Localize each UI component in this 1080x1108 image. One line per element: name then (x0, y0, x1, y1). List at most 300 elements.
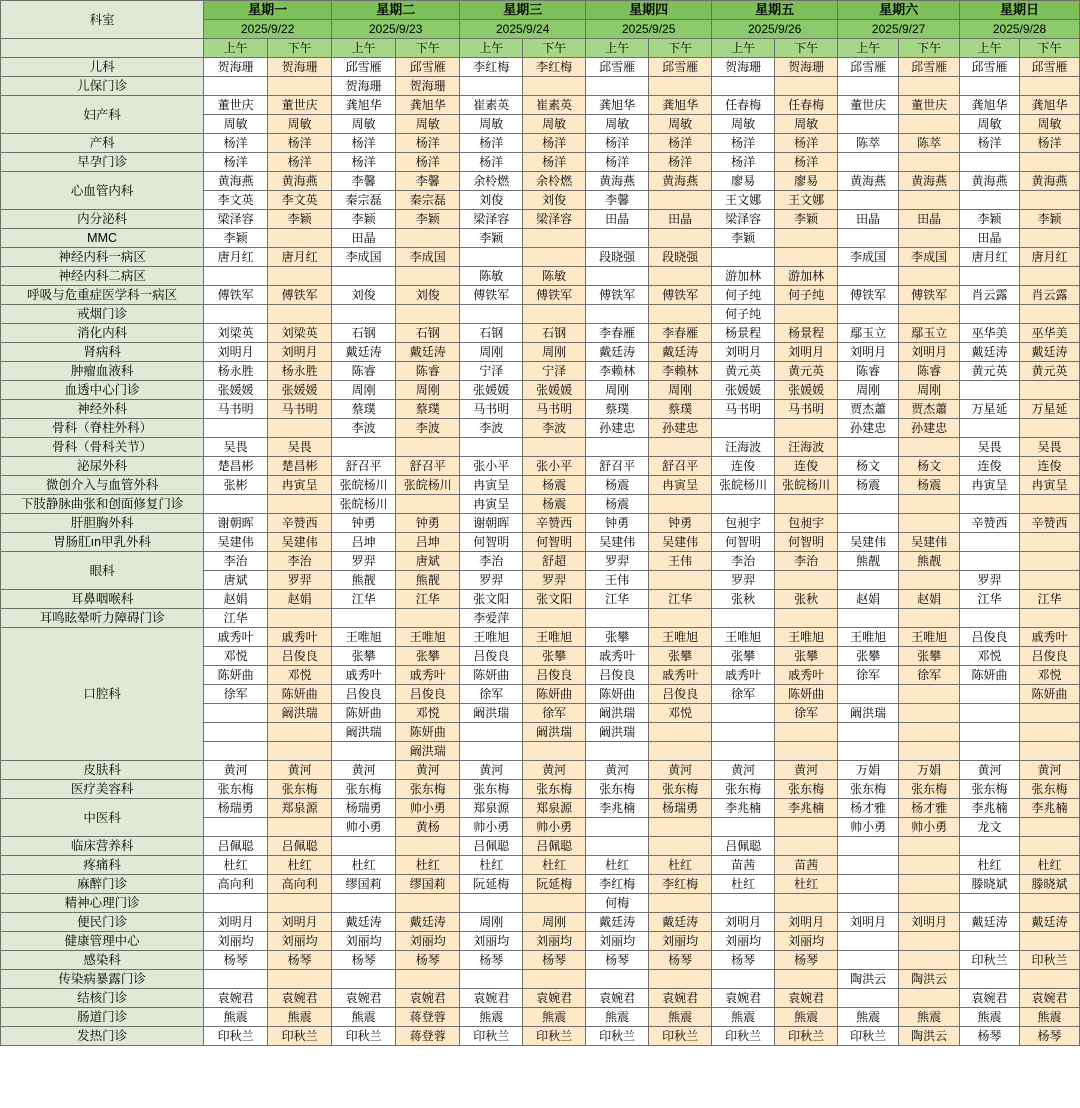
slot-am (586, 609, 649, 628)
slot-pm (268, 818, 332, 837)
slot-am (204, 818, 268, 837)
slot-am: 邱雪雁 (960, 58, 1020, 77)
slot-am: 帅小勇 (460, 818, 523, 837)
dept-cell: 微创介入与血管外科 (1, 476, 204, 495)
slot-pm: 冉寅呈 (268, 476, 332, 495)
slot-pm: 万娟 (899, 761, 960, 780)
slot-pm: 刘明月 (899, 343, 960, 362)
slot-pm (649, 609, 712, 628)
slot-am: 田晶 (838, 210, 899, 229)
slot-pm: 杨洋 (775, 134, 838, 153)
slot-pm: 贾杰蕭 (899, 400, 960, 419)
slot-am: 刘俊 (332, 286, 396, 305)
slot-pm: 楚昌彬 (268, 457, 332, 476)
slot-am: 张皖杨川 (712, 476, 775, 495)
table-row (1, 96, 1080, 115)
slot-pm: 吴畏 (268, 438, 332, 457)
slot-pm (649, 571, 712, 590)
slot-am: 袁婉君 (204, 989, 268, 1008)
header-am-1: 上午 (332, 39, 396, 58)
slot-am (838, 191, 899, 210)
slot-am: 苗茜 (712, 856, 775, 875)
slot-am: 李兆楠 (712, 799, 775, 818)
slot-am: 李爱萍 (460, 609, 523, 628)
slot-pm: 杨琴 (649, 951, 712, 970)
slot-am: 石钢 (332, 324, 396, 343)
slot-am: 黄海燕 (204, 172, 268, 191)
slot-am (838, 267, 899, 286)
slot-pm: 石钢 (523, 324, 586, 343)
slot-am: 杨洋 (460, 153, 523, 172)
slot-am: 陈萃 (838, 134, 899, 153)
slot-am (838, 723, 899, 742)
slot-pm: 罗羿 (523, 571, 586, 590)
header-am-2: 上午 (460, 39, 523, 58)
slot-am: 龚旭华 (586, 96, 649, 115)
dept-cell: 健康管理中心 (1, 932, 204, 951)
slot-pm: 熊震 (775, 1008, 838, 1027)
slot-am (204, 495, 268, 514)
slot-am: 戴廷涛 (960, 913, 1020, 932)
slot-am: 徐军 (460, 685, 523, 704)
slot-am (960, 723, 1020, 742)
slot-am: 唐斌 (204, 571, 268, 590)
dept-cell: 医疗美容科 (1, 780, 204, 799)
slot-am: 舒召平 (332, 457, 396, 476)
slot-am: 孙建忠 (838, 419, 899, 438)
slot-am: 梁泽容 (460, 210, 523, 229)
slot-pm: 邱雪雁 (1020, 58, 1080, 77)
slot-pm: 李兆楠 (1020, 799, 1080, 818)
dept-cell: 肾病科 (1, 343, 204, 362)
slot-am: 田晶 (960, 229, 1020, 248)
table-row (1, 875, 1080, 894)
slot-pm: 杨文 (899, 457, 960, 476)
slot-am (960, 153, 1020, 172)
dept-cell: 神经内科一病区 (1, 248, 204, 267)
slot-am: 李成国 (838, 248, 899, 267)
slot-pm (649, 818, 712, 837)
slot-pm: 杜红 (649, 856, 712, 875)
slot-pm: 黄杨 (396, 818, 460, 837)
slot-am: 袁婉君 (960, 989, 1020, 1008)
slot-pm: 杨琴 (268, 951, 332, 970)
slot-pm: 张东梅 (899, 780, 960, 799)
slot-am: 戴廷涛 (332, 343, 396, 362)
slot-pm (899, 305, 960, 324)
slot-am: 钟勇 (586, 514, 649, 533)
slot-am: 印秋兰 (838, 1027, 899, 1046)
slot-am: 周刚 (332, 381, 396, 400)
slot-pm (396, 267, 460, 286)
slot-pm (268, 970, 332, 989)
slot-pm: 万星延 (1020, 400, 1080, 419)
table-row (1, 989, 1080, 1008)
slot-pm: 崔素英 (523, 96, 586, 115)
slot-am: 黄河 (586, 761, 649, 780)
slot-pm: 李馨 (396, 172, 460, 191)
slot-pm: 吕俊良 (649, 685, 712, 704)
slot-am: 罗羿 (712, 571, 775, 590)
slot-pm: 贺海珊 (396, 77, 460, 96)
slot-am: 江华 (332, 590, 396, 609)
slot-am: 徐军 (838, 666, 899, 685)
slot-pm: 李波 (523, 419, 586, 438)
slot-pm: 杨震 (523, 476, 586, 495)
slot-am: 刘明月 (712, 913, 775, 932)
slot-am: 杜红 (460, 856, 523, 875)
slot-pm: 杜红 (523, 856, 586, 875)
slot-am: 周刚 (586, 381, 649, 400)
slot-pm (899, 495, 960, 514)
slot-am: 杜红 (332, 856, 396, 875)
slot-am (332, 970, 396, 989)
slot-pm (649, 305, 712, 324)
slot-pm: 杨洋 (1020, 134, 1080, 153)
slot-pm (523, 229, 586, 248)
slot-am: 刘明月 (204, 913, 268, 932)
slot-am: 刘丽均 (332, 932, 396, 951)
slot-pm: 吕俊良 (1020, 647, 1080, 666)
slot-am: 熊震 (586, 1008, 649, 1027)
slot-am: 熊震 (332, 1008, 396, 1027)
slot-am: 李颖 (712, 229, 775, 248)
slot-pm (523, 305, 586, 324)
slot-am: 杨文 (838, 457, 899, 476)
dept-cell: 骨科（脊柱外科） (1, 419, 204, 438)
slot-am (460, 894, 523, 913)
dept-cell: 临床营养科 (1, 837, 204, 856)
slot-am: 王唯旭 (838, 628, 899, 647)
slot-am: 陈妍曲 (332, 704, 396, 723)
dept-cell: 麻醉门诊 (1, 875, 204, 894)
slot-am: 陈妍曲 (460, 666, 523, 685)
slot-pm: 刘俊 (396, 286, 460, 305)
slot-am: 罗羿 (586, 552, 649, 571)
slot-am: 帅小勇 (838, 818, 899, 837)
table-row (1, 799, 1080, 818)
slot-am (204, 267, 268, 286)
slot-pm: 黄河 (268, 761, 332, 780)
slot-pm (268, 742, 332, 761)
slot-am: 傅铁军 (838, 286, 899, 305)
slot-am: 李治 (204, 552, 268, 571)
slot-am: 戚秀叶 (712, 666, 775, 685)
slot-pm: 李成国 (396, 248, 460, 267)
slot-am: 袁婉君 (332, 989, 396, 1008)
header-dept-label: 科室 (1, 1, 204, 39)
slot-pm (899, 571, 960, 590)
slot-am: 王唯旭 (460, 628, 523, 647)
slot-pm: 辛赞西 (1020, 514, 1080, 533)
slot-pm (649, 229, 712, 248)
slot-pm: 龚旭华 (649, 96, 712, 115)
slot-pm: 熊震 (899, 1008, 960, 1027)
slot-am (460, 305, 523, 324)
header-row-day (1, 1, 1080, 20)
slot-am (204, 742, 268, 761)
dept-cell: 胃肠肛ın甲乳外科 (1, 533, 204, 552)
header-am-5: 上午 (838, 39, 899, 58)
slot-pm: 刘丽均 (649, 932, 712, 951)
slot-pm: 傅铁军 (523, 286, 586, 305)
slot-pm (268, 77, 332, 96)
slot-am: 张东梅 (586, 780, 649, 799)
slot-pm: 邓悦 (1020, 666, 1080, 685)
slot-am: 张文阳 (460, 590, 523, 609)
slot-am: 游加林 (712, 267, 775, 286)
slot-pm: 石钢 (396, 324, 460, 343)
slot-pm (899, 191, 960, 210)
slot-pm: 陈睿 (396, 362, 460, 381)
slot-pm (899, 837, 960, 856)
slot-pm: 黄河 (1020, 761, 1080, 780)
slot-pm: 张东梅 (523, 780, 586, 799)
slot-pm: 刘俊 (523, 191, 586, 210)
slot-am: 印秋兰 (460, 1027, 523, 1046)
slot-am: 熊震 (838, 1008, 899, 1027)
slot-am: 余柃燃 (460, 172, 523, 191)
slot-am: 李颖 (960, 210, 1020, 229)
slot-am: 帅小勇 (332, 818, 396, 837)
slot-am: 张小平 (460, 457, 523, 476)
slot-am: 贺海珊 (712, 58, 775, 77)
slot-pm: 杨洋 (523, 134, 586, 153)
slot-pm: 郑泉源 (523, 799, 586, 818)
slot-am (960, 191, 1020, 210)
slot-am (838, 837, 899, 856)
slot-am: 阚洪瑞 (460, 704, 523, 723)
table-row (1, 1027, 1080, 1046)
slot-pm (1020, 533, 1080, 552)
slot-am: 何子纯 (712, 305, 775, 324)
header-pm-3: 下午 (649, 39, 712, 58)
slot-pm: 周敏 (649, 115, 712, 134)
slot-pm: 杜红 (396, 856, 460, 875)
slot-am: 李治 (712, 552, 775, 571)
slot-pm: 傅铁军 (268, 286, 332, 305)
slot-am (460, 438, 523, 457)
slot-pm: 孙建忠 (899, 419, 960, 438)
slot-pm: 杨洋 (523, 153, 586, 172)
slot-pm: 杨才雅 (899, 799, 960, 818)
slot-pm (1020, 229, 1080, 248)
slot-pm (523, 894, 586, 913)
slot-am: 吴建伟 (586, 533, 649, 552)
header-day-3: 星期四 (586, 1, 712, 20)
slot-am: 周敏 (586, 115, 649, 134)
slot-pm (268, 267, 332, 286)
slot-pm (1020, 742, 1080, 761)
slot-pm: 帅小勇 (523, 818, 586, 837)
slot-pm: 黄河 (523, 761, 586, 780)
slot-am: 刘明月 (204, 343, 268, 362)
slot-pm: 杨琴 (523, 951, 586, 970)
slot-pm (1020, 191, 1080, 210)
dept-cell: 产科 (1, 134, 204, 153)
slot-am: 李颖 (332, 210, 396, 229)
slot-am: 贾杰蕭 (838, 400, 899, 419)
slot-am: 黄海燕 (586, 172, 649, 191)
slot-pm: 杨洋 (649, 153, 712, 172)
slot-am (960, 267, 1020, 286)
slot-am: 刘丽均 (204, 932, 268, 951)
header-am-6: 上午 (960, 39, 1020, 58)
slot-am: 万娟 (838, 761, 899, 780)
slot-am: 李馨 (586, 191, 649, 210)
slot-am (712, 970, 775, 989)
slot-am (712, 723, 775, 742)
slot-pm (523, 609, 586, 628)
dept-cell: 肿瘤血液科 (1, 362, 204, 381)
slot-pm: 袁婉君 (396, 989, 460, 1008)
slot-pm: 李颖 (1020, 210, 1080, 229)
slot-pm: 黄海燕 (1020, 172, 1080, 191)
slot-am: 吕俊良 (460, 647, 523, 666)
slot-pm: 张东梅 (1020, 780, 1080, 799)
header-date-4: 2025/9/26 (712, 20, 838, 39)
slot-am: 黄元英 (712, 362, 775, 381)
slot-am: 熊震 (712, 1008, 775, 1027)
slot-am: 杨洋 (332, 153, 396, 172)
dept-cell: 妇产科 (1, 96, 204, 134)
slot-pm (649, 723, 712, 742)
slot-am: 陈妍曲 (204, 666, 268, 685)
slot-am: 戴廷涛 (586, 913, 649, 932)
slot-pm: 王唯旭 (396, 628, 460, 647)
slot-am: 包昶宇 (712, 514, 775, 533)
dept-cell: 结核门诊 (1, 989, 204, 1008)
slot-am: 杨琴 (332, 951, 396, 970)
slot-am (332, 742, 396, 761)
slot-pm: 张秋 (775, 590, 838, 609)
slot-am (838, 153, 899, 172)
slot-pm: 江华 (396, 590, 460, 609)
slot-am: 肖云露 (960, 286, 1020, 305)
slot-pm (523, 438, 586, 457)
slot-am (460, 248, 523, 267)
dept-cell: 眼科 (1, 552, 204, 590)
table-row (1, 476, 1080, 495)
slot-am: 杨瑞勇 (332, 799, 396, 818)
slot-am: 连俊 (712, 457, 775, 476)
slot-pm: 秦宗磊 (396, 191, 460, 210)
slot-pm (396, 609, 460, 628)
slot-am: 龚旭华 (332, 96, 396, 115)
slot-am: 张皖杨川 (332, 495, 396, 514)
slot-am: 滕晓斌 (960, 875, 1020, 894)
slot-pm: 王唯旭 (523, 628, 586, 647)
slot-am: 冉寅呈 (960, 476, 1020, 495)
slot-pm: 李赖林 (649, 362, 712, 381)
slot-am: 谢朝晖 (204, 514, 268, 533)
slot-am (712, 609, 775, 628)
slot-pm: 黄河 (775, 761, 838, 780)
slot-pm: 刘明月 (268, 913, 332, 932)
slot-am: 张东梅 (712, 780, 775, 799)
slot-am: 江华 (204, 609, 268, 628)
slot-am: 马书明 (204, 400, 268, 419)
slot-am (960, 609, 1020, 628)
slot-pm (775, 742, 838, 761)
slot-am: 李赖林 (586, 362, 649, 381)
header-day-2: 星期三 (460, 1, 586, 20)
slot-pm: 杨洋 (396, 153, 460, 172)
slot-pm: 王伟 (649, 552, 712, 571)
table-row (1, 58, 1080, 77)
slot-am: 徐军 (204, 685, 268, 704)
slot-pm (396, 495, 460, 514)
slot-pm: 张东梅 (649, 780, 712, 799)
slot-pm: 杨洋 (649, 134, 712, 153)
slot-am: 杨永胜 (204, 362, 268, 381)
slot-am: 楚昌彬 (204, 457, 268, 476)
slot-am (586, 818, 649, 837)
slot-am (712, 894, 775, 913)
slot-am: 印秋兰 (332, 1027, 396, 1046)
slot-pm: 邱雪雁 (649, 58, 712, 77)
slot-am: 杨震 (838, 476, 899, 495)
slot-pm: 印秋兰 (523, 1027, 586, 1046)
slot-am: 秦宗磊 (332, 191, 396, 210)
slot-pm: 何智明 (523, 533, 586, 552)
slot-pm: 袁婉君 (523, 989, 586, 1008)
slot-am: 杨洋 (204, 134, 268, 153)
slot-am: 李颖 (460, 229, 523, 248)
slot-am: 吕佩聪 (460, 837, 523, 856)
dept-cell: 骨科（骨科关节） (1, 438, 204, 457)
slot-am (960, 894, 1020, 913)
slot-am: 贺海珊 (204, 58, 268, 77)
slot-am (712, 495, 775, 514)
slot-pm: 冉寅呈 (649, 476, 712, 495)
slot-pm: 田晶 (899, 210, 960, 229)
slot-pm: 陈妍曲 (396, 723, 460, 742)
table-row (1, 894, 1080, 913)
slot-pm: 包昶宇 (775, 514, 838, 533)
slot-pm: 李成国 (899, 248, 960, 267)
slot-pm: 吕佩聪 (523, 837, 586, 856)
slot-pm: 孙建忠 (649, 419, 712, 438)
table-row (1, 77, 1080, 96)
slot-pm: 熊靓 (899, 552, 960, 571)
slot-pm: 游加林 (775, 267, 838, 286)
slot-am (332, 267, 396, 286)
slot-pm: 杨洋 (268, 134, 332, 153)
slot-am: 杨洋 (712, 153, 775, 172)
slot-pm (899, 894, 960, 913)
slot-am: 江华 (960, 590, 1020, 609)
slot-pm: 印秋兰 (649, 1027, 712, 1046)
header-date-1: 2025/9/23 (332, 20, 460, 39)
slot-pm: 戚秀叶 (396, 666, 460, 685)
slot-pm: 杜红 (268, 856, 332, 875)
slot-pm: 阚洪瑞 (523, 723, 586, 742)
header-date-2: 2025/9/24 (460, 20, 586, 39)
slot-pm: 苗茜 (775, 856, 838, 875)
header-day-5: 星期六 (838, 1, 960, 20)
slot-pm: 段晓强 (649, 248, 712, 267)
slot-am (960, 837, 1020, 856)
slot-am: 杨洋 (332, 134, 396, 153)
slot-pm: 赵娟 (268, 590, 332, 609)
slot-pm: 张攀 (775, 647, 838, 666)
slot-pm: 熊靓 (396, 571, 460, 590)
slot-am: 陈睿 (332, 362, 396, 381)
slot-am: 张东梅 (960, 780, 1020, 799)
slot-am: 何梅 (586, 894, 649, 913)
slot-pm: 江华 (649, 590, 712, 609)
